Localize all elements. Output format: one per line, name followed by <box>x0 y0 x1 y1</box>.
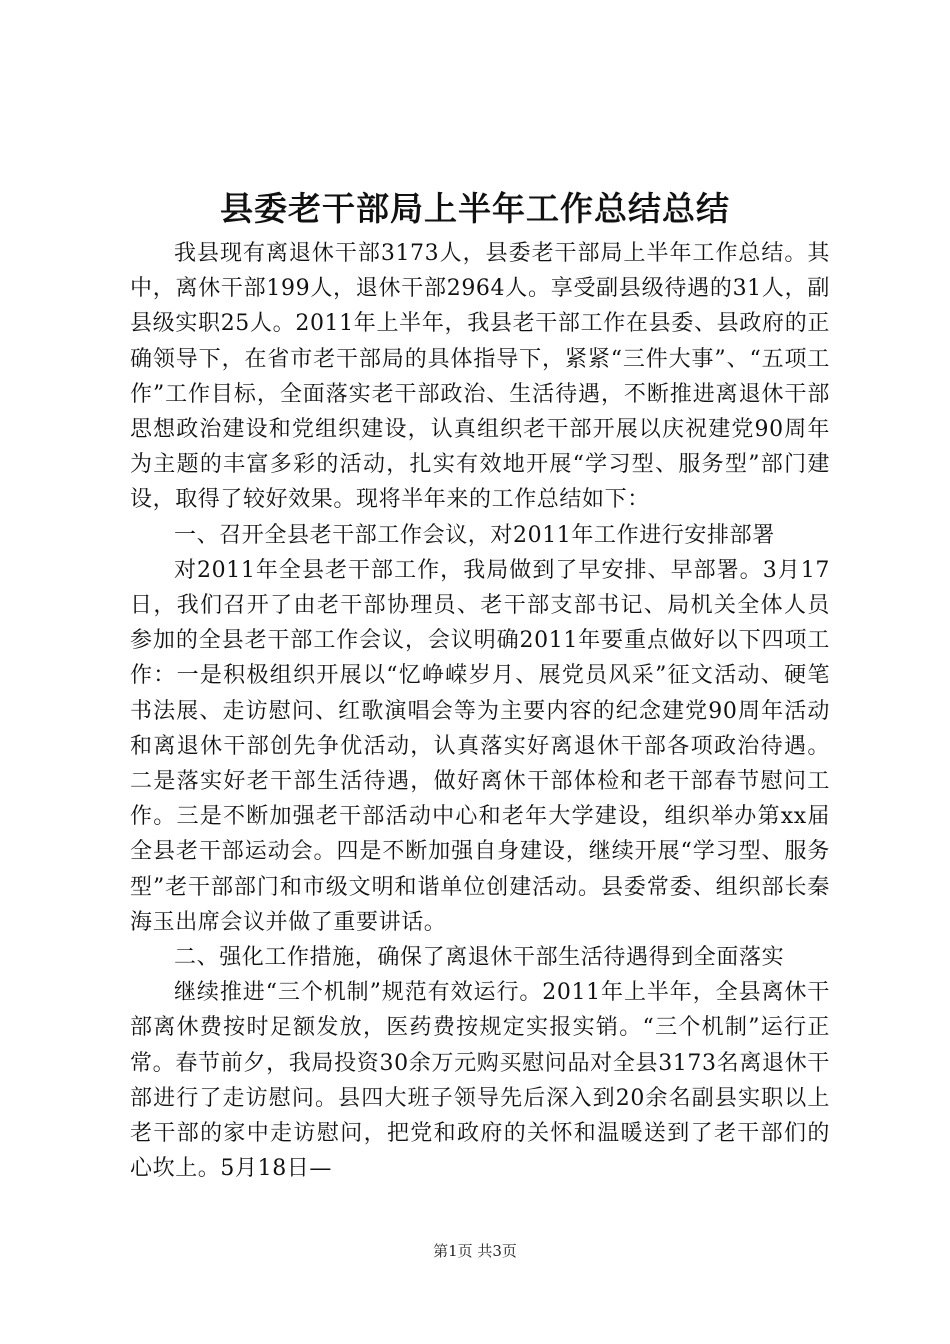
section-heading-1: 一、召开全县老干部工作会议，对2011年工作进行安排部署 <box>174 522 775 548</box>
document-title: 县委老干部局上半年工作总结总结 <box>220 189 730 228</box>
document-body <box>130 236 830 1186</box>
intro-paragraph: 我县现有离退休干部3173人，县委老干部局上半年工作总结。其中，离休干部199人，退休干部2964人。享受副县级待遇的31人，副县级实职25人。2011年上半年，我县老干部工作在县委、县政府的正确领导下，在省市老干部局的具体指导下，紧紧“三件大事”、“五项工作”工作目标，全面落实老干部政治、生活待遇，不断推进离退休干部思想政治建设和党组织建设，认真组织老干部开展以庆祝建党90周年为主题的丰富多彩的活动，扎实有效地开展“学习型、服务型”部门建设，取得了较好效果。现将半年来的工作总结如下： <box>130 241 830 513</box>
section-heading-2: 二、强化工作措施，确保了离退休干部生活待遇得到全面落实 <box>174 945 785 971</box>
section-1-paragraph: 对2011年全县老干部工作，我局做到了早安排、早部署。3月17日，我们召开了由老干部协理员、老干部支部书记、局机关全体人员参加的全县老干部工作会议，会议明确2011年要重点做好以下四项工作：一是积极组织开展以“忆峥嵘岁月、展党员风采”征文活动、硬笔书法展、走访慰问、红歌演唱会等为主要内容的纪念建党90周年活动和离退休干部创先争优活动，认真落实好离退休干部各项政治待遇。二是落实好老干部生活待遇，做好离休干部体检和老干部春节慰问工作。三是不断加强老干部活动中心和老年大学建设，组织举办第xx届全县老干部运动会。四是不断加强自身建设，继续开展“学习型、服务型”老干部部门和市级文明和谐单位创建活动。县委常委、组织部长秦海玉出席会议并做了重要讲话。 <box>130 557 830 935</box>
page-number-footer: 第1页 共3页 <box>433 1242 517 1260</box>
section-2-paragraph: 继续推进“三个机制”规范有效运行。2011年上半年，全县离休干部离休费按时足额发放，医药费按规定实报实销。“三个机制”运行正常。春节前夕，我局投资30余万元购买慰问品对全县3173名离退休干部进行了走访慰问。县四大班子领导先后深入到20余名副县实职以上老干部的家中走访慰问，把党和政府的关怀和温暖送到了老干部们的心坎上。5月18日— <box>130 980 830 1182</box>
